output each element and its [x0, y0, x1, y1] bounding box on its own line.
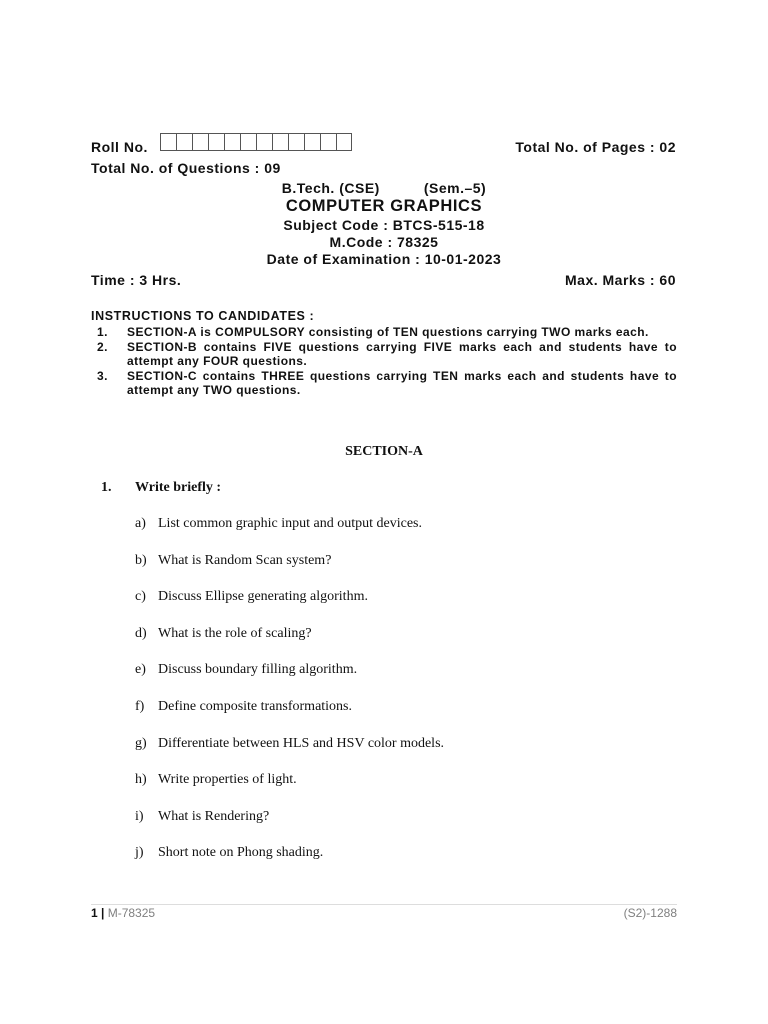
- instruction-item: [91, 340, 677, 368]
- roll-number-box: [272, 133, 288, 151]
- total-questions: Total No. of Questions : 09: [91, 160, 281, 176]
- part-letter: g): [135, 735, 147, 751]
- question-part: [135, 845, 444, 882]
- exam-date: Date of Examination : 10-01-2023: [266, 251, 502, 267]
- instruction-item: [91, 325, 677, 339]
- part-letter: c): [135, 589, 146, 605]
- part-letter: b): [135, 552, 147, 568]
- instruction-text: SECTION-C contains THREE questions carrying TEN marks each and students have to attempt any TWO questions.: [127, 369, 677, 397]
- part-letter: e): [135, 662, 146, 678]
- instruction-number: 3.: [97, 369, 108, 383]
- roll-number-box: [160, 133, 176, 151]
- roll-number-box: [208, 133, 224, 151]
- part-letter: f): [135, 698, 145, 714]
- question-part: [135, 516, 444, 553]
- part-letter: j): [135, 845, 144, 861]
- subject-code: Subject Code : BTCS-515-18: [283, 217, 485, 233]
- footer-doc-code: M-78325: [107, 906, 156, 920]
- max-marks: Max. Marks : 60: [565, 272, 676, 288]
- instruction-text: SECTION-B contains FIVE questions carrying FIVE marks each and students have to attempt any FOUR questions.: [127, 340, 677, 368]
- m-code: M.Code : 78325: [329, 234, 439, 250]
- question-number: 1.: [101, 480, 112, 495]
- roll-number-box: [288, 133, 304, 151]
- part-letter: a): [135, 516, 146, 531]
- roll-number-box: [192, 133, 208, 151]
- roll-number-box: [224, 133, 240, 151]
- instruction-text: SECTION-A is COMPULSORY consisting of TEN questions carrying TWO marks each.: [127, 325, 649, 339]
- part-text: Discuss boundary filling algorithm.: [158, 662, 358, 678]
- course-line: [0, 180, 768, 196]
- question-part: [135, 589, 444, 626]
- part-text: Write properties of light.: [158, 772, 297, 788]
- total-pages: Total No. of Pages : 02: [515, 139, 676, 155]
- instructions-list: [91, 325, 677, 398]
- part-text: Short note on Phong shading.: [158, 845, 324, 861]
- part-text: Discuss Ellipse generating algorithm.: [158, 589, 368, 605]
- roll-number-box: [240, 133, 256, 151]
- semester: (Sem.–5): [423, 180, 487, 196]
- footer-page-number: 1: [91, 906, 98, 920]
- instruction-item: [91, 369, 677, 397]
- course-name: B.Tech. (CSE): [281, 180, 380, 196]
- question-part: [135, 809, 444, 846]
- footer-series-code: (S2)-1288: [623, 906, 677, 920]
- instruction-number: 1.: [97, 325, 108, 339]
- question-part: [135, 553, 444, 590]
- roll-number-box: [176, 133, 192, 151]
- question-part: [135, 699, 444, 736]
- question-part: [135, 736, 444, 773]
- part-text: List common graphic input and output devices.: [158, 516, 423, 531]
- roll-number-box: [256, 133, 272, 151]
- part-letter: d): [135, 625, 147, 641]
- footer-separator: |: [97, 906, 108, 920]
- question-part: [135, 626, 444, 663]
- question-part: [135, 662, 444, 699]
- part-text: Define composite transformations.: [158, 698, 353, 714]
- part-text: What is Random Scan system?: [158, 552, 332, 568]
- instruction-number: 2.: [97, 340, 108, 354]
- part-text: What is Rendering?: [158, 808, 270, 824]
- question-part: [135, 772, 444, 809]
- footer-divider: [91, 904, 677, 905]
- instructions-heading: INSTRUCTIONS TO CANDIDATES :: [91, 309, 315, 323]
- footer-page-info: [91, 906, 155, 920]
- roll-number-box: [336, 133, 352, 151]
- question-parts-list: [135, 516, 444, 882]
- exam-time: Time : 3 Hrs.: [91, 272, 182, 288]
- part-letter: i): [135, 808, 144, 824]
- roll-number-box: [304, 133, 320, 151]
- paper-title: COMPUTER GRAPHICS: [285, 197, 483, 215]
- question-text: Write briefly :: [135, 480, 222, 495]
- part-text: Differentiate between HLS and HSV color models.: [158, 735, 445, 751]
- section-a-title: SECTION-A: [345, 444, 423, 459]
- roll-number-boxes: [160, 133, 352, 151]
- roll-number-box: [320, 133, 336, 151]
- part-text: What is the role of scaling?: [158, 625, 312, 641]
- roll-number-label: Roll No.: [91, 139, 148, 155]
- part-letter: h): [135, 772, 147, 788]
